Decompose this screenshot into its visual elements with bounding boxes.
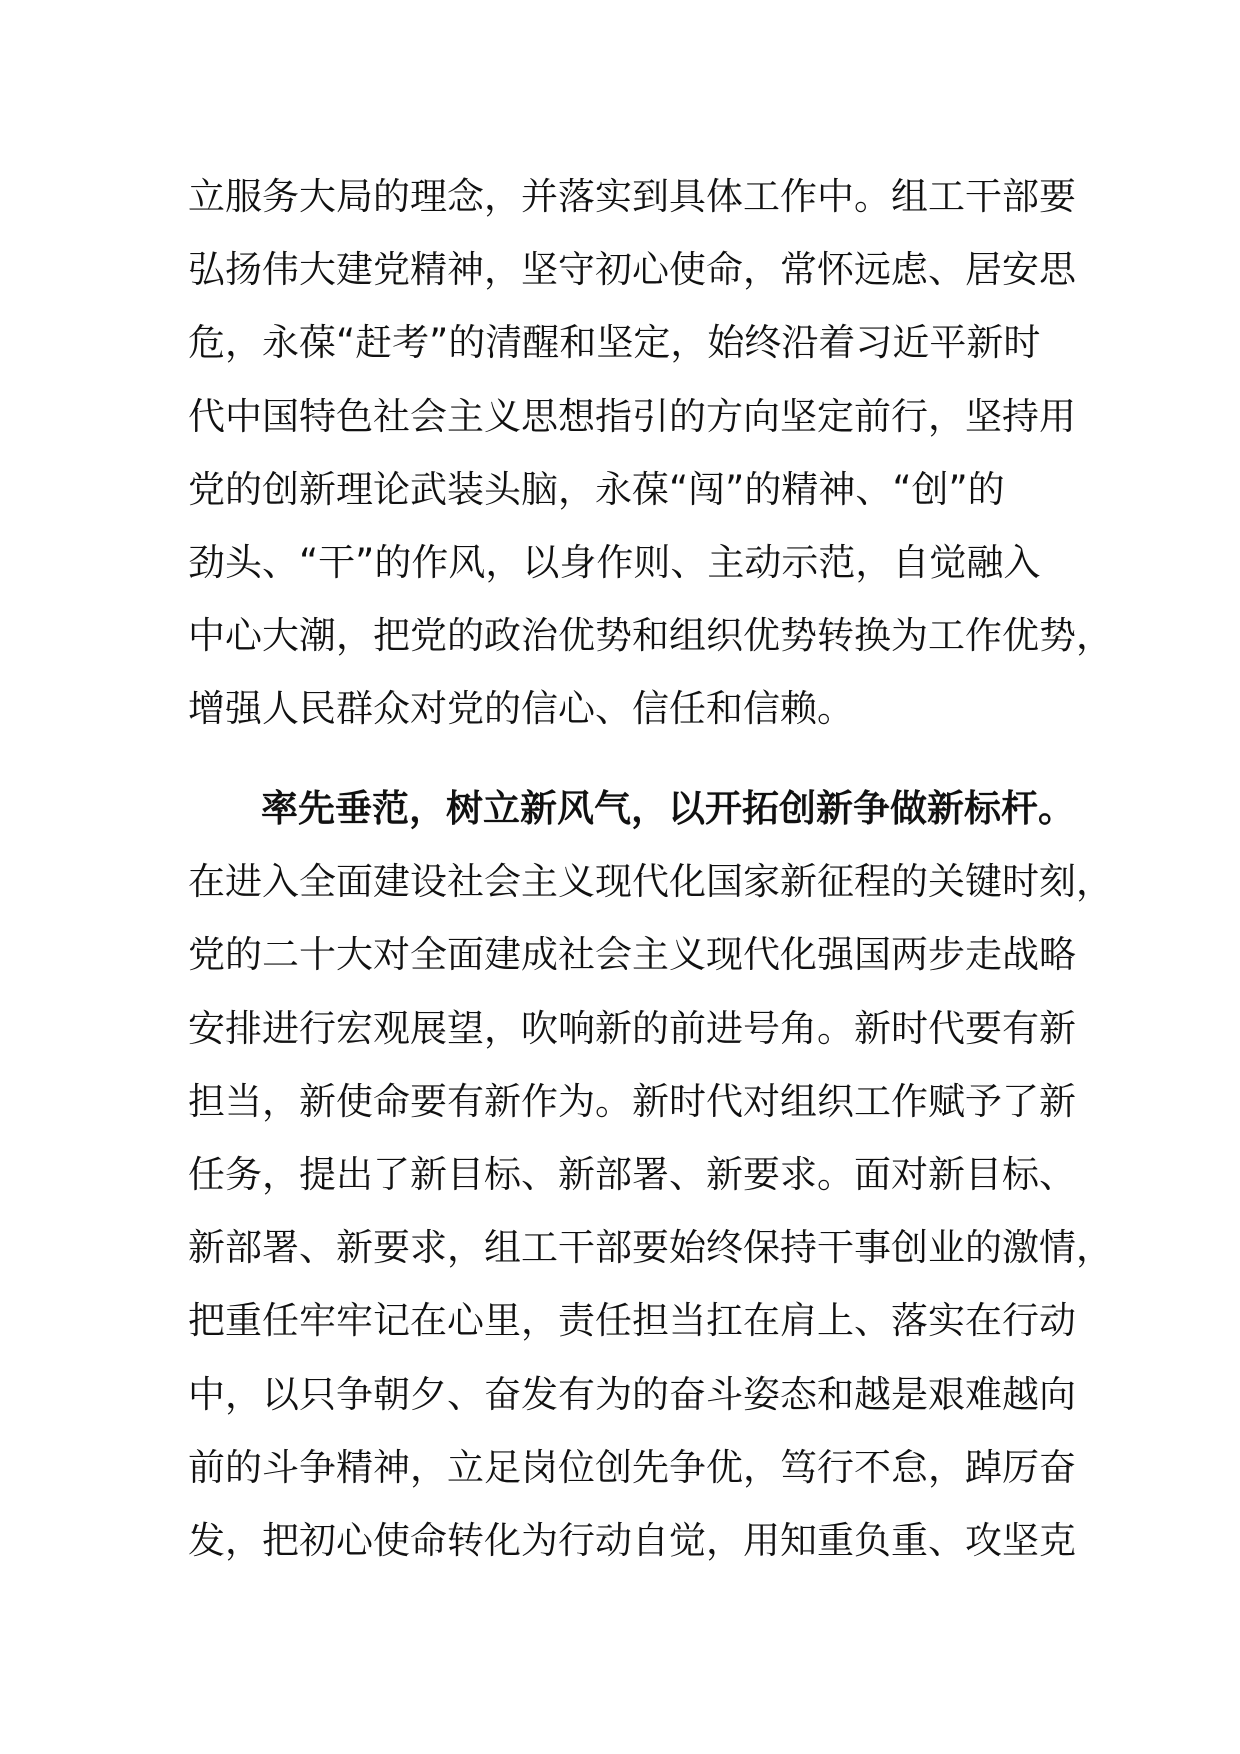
text-line: 党的二十大对全面建成社会主义现代化强国两步走战略 xyxy=(188,933,1076,977)
section-heading: 率先垂范，树立新风气，以开拓创新争做新标杆。 xyxy=(261,787,1075,830)
text-line: 中，以只争朝夕、奋发有为的奋斗姿态和越是艰难越向 xyxy=(188,1372,1076,1416)
text-line: 担当，新使命要有新作为。新时代对组织工作赋予了新 xyxy=(188,1079,1076,1123)
text-line: 新部署、新要求，组工干部要始终保持干事创业的激情， xyxy=(188,1226,1113,1270)
text-line: 安排进行宏观展望，吹响新的前进号角。新时代要有新 xyxy=(188,1006,1076,1050)
text-line: 危，永葆“赶考”的清醒和坚定，始终沿着习近平新时 xyxy=(188,321,1041,365)
text-line: 增强人民群众对党的信心、信任和信赖。 xyxy=(188,687,854,731)
text-line: 立服务大局的理念，并落实到具体工作中。组工干部要 xyxy=(188,175,1076,218)
paragraph-continuation xyxy=(188,175,1113,764)
paragraph-section xyxy=(188,787,1113,1595)
text-line: 任务，提出了新目标、新部署、新要求。面对新目标、 xyxy=(188,1152,1076,1196)
text-line: 代中国特色社会主义思想指引的方向坚定前行，坚持用 xyxy=(188,394,1076,438)
text-line: 发，把初心使命转化为行动自觉，用知重负重、攻坚克 xyxy=(188,1518,1076,1562)
text-line: 劲头、“干”的作风，以身作则、主动示范，自觉融入 xyxy=(188,540,1041,584)
text-line: 党的创新理论武装头脑，永葆“闯”的精神、“创”的 xyxy=(188,467,1005,511)
text-line: 弘扬伟大建党精神，坚守初心使命，常怀远虑、居安思 xyxy=(188,248,1076,292)
text-line: 把重任牢牢记在心里，责任担当扛在肩上、落实在行动 xyxy=(188,1299,1076,1343)
text-line: 中心大潮，把党的政治优势和组织优势转换为工作优势， xyxy=(188,614,1113,658)
text-line: 前的斗争精神，立足岗位创先争优，笃行不怠，踔厉奋 xyxy=(188,1445,1076,1489)
text-line: 在进入全面建设社会主义现代化国家新征程的关键时刻， xyxy=(188,860,1113,904)
